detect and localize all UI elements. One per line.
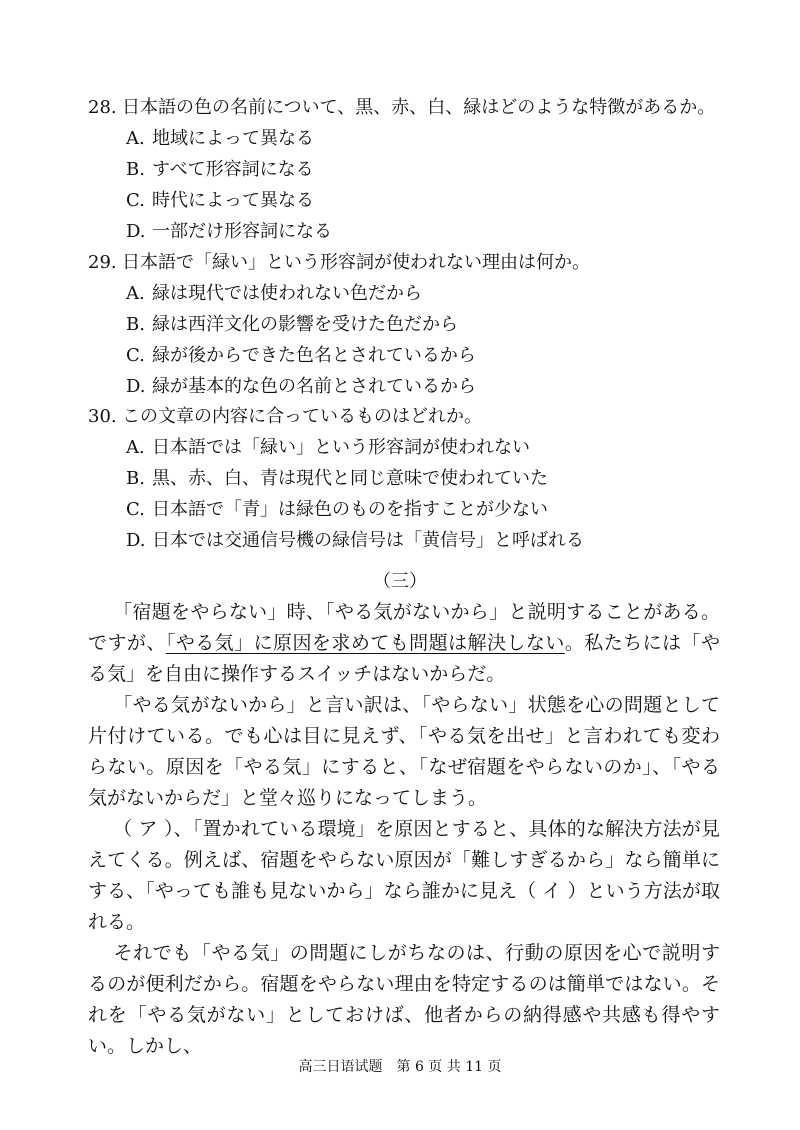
question-29: [88, 247, 728, 402]
option-a: [88, 432, 728, 463]
question-number: 29.: [88, 252, 117, 273]
question-text: この文章の内容に合っているものはどれか。: [122, 406, 482, 427]
question-number: 30.: [88, 406, 117, 427]
question-number: 28.: [88, 97, 117, 118]
option-a: [88, 278, 728, 309]
question-text: 日本語で「緑い」という形容詞が使われない理由は何か。: [122, 252, 590, 273]
section-title: （三）: [373, 571, 427, 592]
option-d: [88, 371, 728, 402]
paragraph-3: [88, 814, 720, 938]
paragraph-text: 。私たちには「やる気」を自由に操作するスイッチはないからだ。: [88, 632, 720, 685]
option-text: 地域によって異なる: [152, 128, 314, 149]
option-letter: B.: [126, 159, 145, 180]
question-stem: [88, 401, 728, 432]
option-text: すべて形容詞になる: [152, 159, 314, 180]
question-stem: [88, 92, 728, 123]
page-footer: 高三日语试题 第 6 页 共 11 页: [298, 1059, 502, 1075]
option-letter: D.: [126, 376, 146, 397]
option-letter: B.: [126, 314, 145, 335]
paragraph-text: 「宿題をやらない」時、「やる気がないから」と説明することがある。ですが、: [88, 601, 720, 654]
option-text: 緑が基本的な色の名前とされているから: [152, 376, 476, 397]
paragraph-2: [88, 690, 720, 814]
option-c: [88, 340, 728, 371]
question-text: 日本語の色の名前について、黒、赤、白、緑はどのような特徴があるか。: [122, 97, 716, 118]
question-stem: [88, 247, 728, 278]
option-letter: C.: [126, 499, 145, 520]
option-d: [88, 216, 728, 247]
option-text: 緑は現代では使われない色だから: [152, 283, 422, 304]
option-letter: B.: [126, 468, 145, 489]
paragraph-text: （ ア ）、「置かれている環境」を原因とすると、具体的な解決方法が見えてくる。例えば、宿題をやらない原因が「難しすぎるから」なら簡単にする、「やっても誰も見ないから」なら誰かに見え（ イ ）という方法が取れる。: [88, 818, 720, 933]
option-text: 緑は西洋文化の影響を受けた色だから: [152, 314, 458, 335]
option-d: [88, 525, 728, 556]
option-letter: A.: [126, 128, 145, 149]
option-c: [88, 185, 728, 216]
option-letter: A.: [126, 437, 145, 458]
option-letter: A.: [126, 283, 145, 304]
option-letter: D.: [126, 530, 146, 551]
option-letter: C.: [126, 190, 145, 211]
option-text: 日本語では「緑い」という形容詞が使われない: [152, 437, 530, 458]
option-a: [88, 123, 728, 154]
option-text: 日本では交通信号機の緑信号は「黄信号」と呼ばれる: [152, 530, 584, 551]
reading-passage: [88, 597, 720, 1062]
option-b: [88, 463, 728, 494]
option-c: [88, 494, 728, 525]
paragraph-text: 「やる気がないから」と言い訳は、「やらない」状態を心の問題として片付けている。でも心は目に見えず、「やる気を出せ」と言われても変わらない。原因を「やる気」にすると、「なぜ宿題をやらないのか」、「やる気がないからだ」と堂々巡りになってしまう。: [88, 694, 720, 809]
paragraph-4: [88, 938, 720, 1062]
paragraph-text: それでも「やる気」の問題にしがちなのは、行動の原因を心で説明するのが便利だから。宿題をやらない理由を特定するのは簡単ではない。それを「やる気がない」としておけば、他者からの納得感や共感も得やすい。しかし、: [88, 942, 720, 1057]
option-text: 緑が後からできた色名とされているから: [152, 345, 476, 366]
option-text: 黒、赤、白、青は現代と同じ意味で使われていた: [152, 468, 548, 489]
option-letter: D.: [126, 221, 146, 242]
underlined-phrase: 「やる気」に原因を求めても問題は解決しない: [165, 632, 565, 654]
option-b: [88, 154, 728, 185]
question-28: [88, 92, 728, 247]
option-text: 時代によって異なる: [152, 190, 314, 211]
paragraph-1: [88, 597, 720, 690]
option-text: 一部だけ形容詞になる: [152, 221, 332, 242]
option-b: [88, 309, 728, 340]
question-30: [88, 401, 728, 556]
option-letter: C.: [126, 345, 145, 366]
option-text: 日本語で「青」は緑色のものを指すことが少ない: [152, 499, 548, 520]
